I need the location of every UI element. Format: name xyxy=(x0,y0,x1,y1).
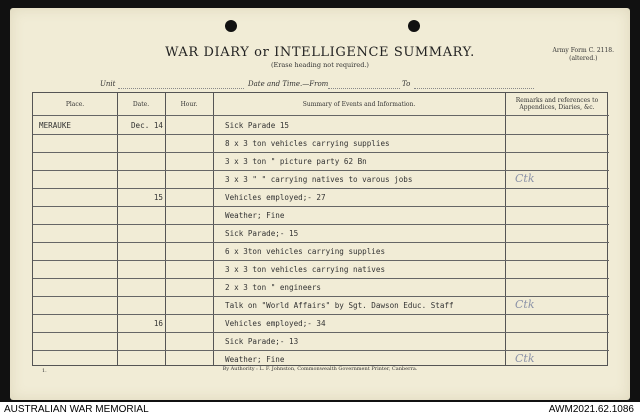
punch-hole xyxy=(408,20,420,32)
header-summary: Summary of Events and Information. xyxy=(302,101,416,108)
cell-summary: Sick Parade;- 13 xyxy=(225,337,299,346)
form-title: WAR DIARY or INTELLIGENCE SUMMARY. xyxy=(165,45,475,60)
cell-summary: 3 x 3 ton vehicles carrying natives xyxy=(225,265,386,274)
header-remarks: Remarks and references to Appendices, Diaries, &c. xyxy=(515,97,599,111)
unit-date-line xyxy=(10,80,630,92)
row-rule xyxy=(33,296,609,297)
row-rule xyxy=(33,188,609,189)
war-diary-sheet xyxy=(10,8,630,400)
cell-place: MERAUKE xyxy=(39,121,72,130)
row-rule xyxy=(33,332,609,333)
cell-date: 16 xyxy=(153,319,163,328)
row-rule xyxy=(33,134,609,135)
date-time-label: Date and Time.—From xyxy=(248,80,329,88)
to-label: To xyxy=(402,80,411,88)
cell-date: Dec. 14 xyxy=(130,121,163,130)
row-rule xyxy=(33,260,609,261)
row-rule xyxy=(33,278,609,279)
cell-summary: Talk on "World Affairs" by Sgt. Dawson Educ. Staff xyxy=(225,301,454,310)
cell-summary: 6 x 3ton vehicles carrying supplies xyxy=(225,247,386,256)
row-rule xyxy=(33,242,609,243)
from-dotted-line xyxy=(328,88,400,89)
caption-bar xyxy=(0,402,640,418)
caption-accession: AWM2021.62.1086 xyxy=(548,404,634,415)
printer-credit: By Authority : L. F. Johnston, Commonwealth Government Printer, Canberra. xyxy=(222,366,418,372)
cell-summary: Sick Parade 15 xyxy=(225,121,290,130)
army-form-reference xyxy=(553,47,614,63)
cell-remarks-initials: Ctk xyxy=(515,298,535,311)
cell-remarks-initials: Ctk xyxy=(515,172,535,185)
cell-summary: Vehicles employed;- 34 xyxy=(225,319,326,328)
to-dotted-line xyxy=(414,88,534,89)
caption-source: AUSTRALIAN WAR MEMORIAL xyxy=(4,404,149,415)
cell-summary: 2 x 3 ton " engineers xyxy=(225,283,322,292)
row-rule xyxy=(33,314,609,315)
army-form-note: (altered.) xyxy=(569,55,598,62)
cell-summary: Sick Parade;- 15 xyxy=(225,229,299,238)
cell-remarks-initials: Ctk xyxy=(515,352,535,365)
cell-summary: Weather; Fine xyxy=(225,211,285,220)
army-form-number: Army Form C. 2118. xyxy=(552,47,614,54)
punch-hole xyxy=(225,20,237,32)
form-subtitle: (Erase heading not required.) xyxy=(271,61,369,69)
header-hour: Hour. xyxy=(180,101,198,108)
header-place: Place. xyxy=(65,101,85,108)
row-rule xyxy=(33,350,609,351)
header-rule xyxy=(33,115,609,116)
unit-dotted-line xyxy=(118,88,244,89)
header-date: Date. xyxy=(132,101,150,108)
form-number: 1. xyxy=(42,368,47,374)
cell-summary: 3 x 3 ton " picture party 62 Bn xyxy=(225,157,367,166)
cell-summary: Vehicles employed;- 27 xyxy=(225,193,326,202)
unit-label: Unit xyxy=(100,80,116,88)
cell-summary: Weather; Fine xyxy=(225,355,285,364)
row-rule xyxy=(33,152,609,153)
diary-table xyxy=(32,92,608,366)
cell-date: 15 xyxy=(153,193,163,202)
row-rule xyxy=(33,170,609,171)
cell-summary: 3 x 3 " " carrying natives to varous jobs xyxy=(225,175,413,184)
row-rule xyxy=(33,224,609,225)
cell-summary: 8 x 3 ton vehicles carrying supplies xyxy=(225,139,390,148)
row-rule xyxy=(33,206,609,207)
